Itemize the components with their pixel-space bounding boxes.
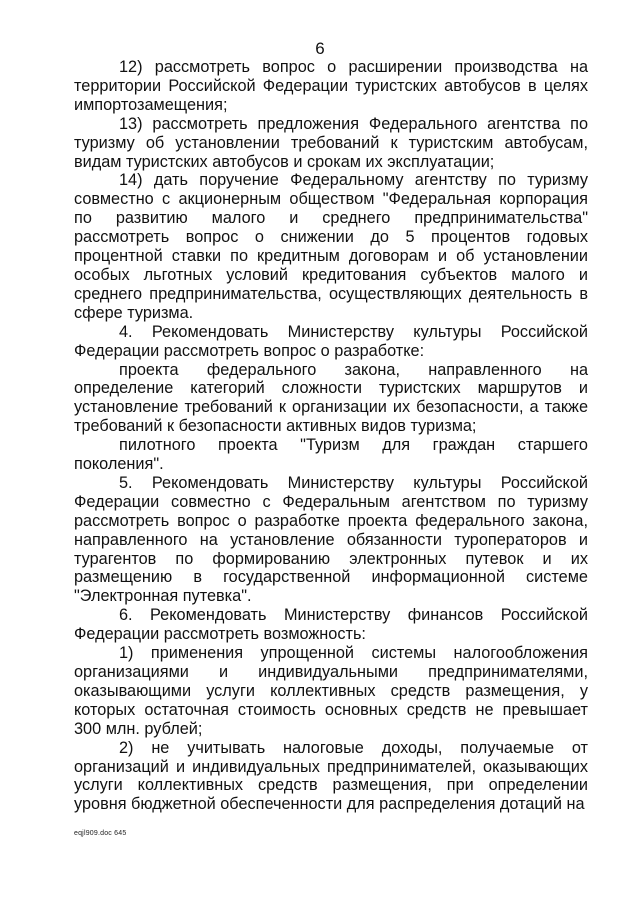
paragraph-section-6: 6. Рекомендовать Министерству финансов Российской Федерации рассмотреть возможность: bbox=[74, 606, 588, 644]
paragraph-federal-law-project: проекта федерального закона, направленного на определение категорий сложности туристских маршрутов и установление требований к организации их безопасности, а также требований к безопасности активных видов туризма; bbox=[74, 360, 588, 436]
page-number: 6 bbox=[315, 39, 325, 58]
paragraph-item-14: 14) дать поручение Федеральному агентству по туризму совместно с акционерным обществом "Федеральная корпорация по развитию малого и среднего предпринимательства" рассмотреть вопрос о снижении до 5 процентов годовых процентной ставки по кредитным договорам и об установлении особых льготных условий кредитования субъектов малого и среднего предпринимательства, осуществляющих деятельность в сфере туризма. bbox=[74, 171, 588, 322]
paragraph-item-12: 12) рассмотреть вопрос о расширении производства на территории Российской Федерации туристских автобусов в целях импортозамещения; bbox=[74, 58, 588, 114]
paragraph-item-1: 1) применения упрощенной системы налогообложения организациями и индивидуальными предпринимателями, оказывающими услуги коллективных средств размещения, у которых остаточная стоимость основных средств не превышает 300 млн. рублей; bbox=[74, 644, 588, 738]
paragraph-section-5: 5. Рекомендовать Министерству культуры Российской Федерации совместно с Федеральным агентством по туризму рассмотреть вопрос о разработке проекта федерального закона, направленного на установление обязанности туроператоров и турагентов по формированию электронных путевок и их размещению в государственной информационной системе "Электронная путевка". bbox=[74, 473, 588, 606]
document-footer: eqjl909.doc 645 bbox=[74, 830, 127, 837]
paragraph-pilot-project: пилотного проекта "Туризм для граждан старшего поколения". bbox=[74, 436, 588, 474]
paragraph-item-2: 2) не учитывать налоговые доходы, получаемые от организаций и индивидуальных предпринимателей, оказывающих услуги коллективных средств размещения, при определении уровня бюджетной обеспеченности для распределения дотаций на bbox=[74, 738, 588, 814]
paragraph-item-13: 13) рассмотреть предложения Федерального агентства по туризму об установлении требований к туристским автобусам, видам туристских автобусов и срокам их эксплуатации; bbox=[74, 114, 588, 171]
paragraph-section-4: 4. Рекомендовать Министерству культуры Российской Федерации рассмотреть вопрос о разработке: bbox=[74, 322, 588, 360]
document-body bbox=[74, 58, 588, 814]
